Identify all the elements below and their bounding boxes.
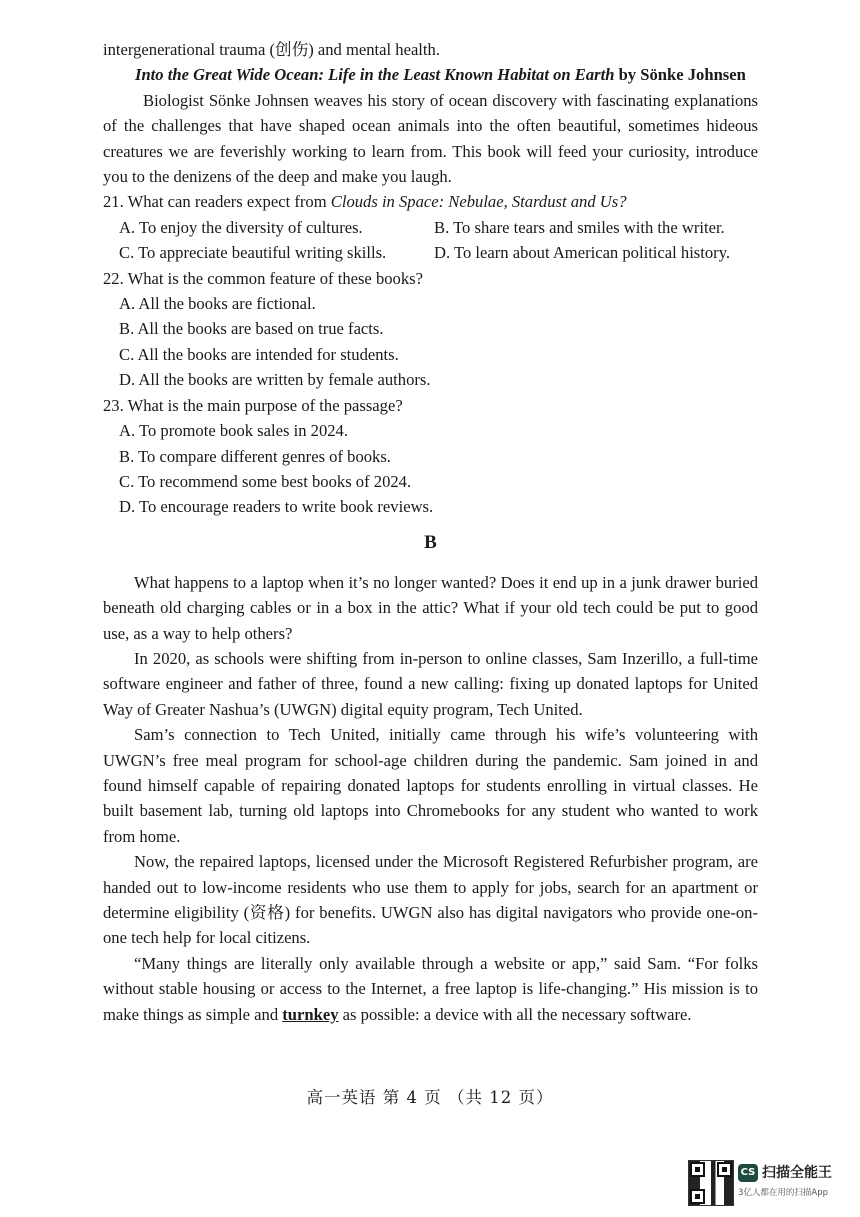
paragraph: Now, the repaired laptops, licensed under the Microsoft Registered Refurbisher program, are handed out to low-income residents who use them to apply for jobs, search for an apartment or determine eligibility (资格) for benefits. UWGN also has digital navigators who provide one-on-one tech help for local citizens. bbox=[103, 852, 758, 948]
question-stem: 22. What is the common feature of these books? bbox=[103, 268, 423, 288]
book-title: Into the Great Wide Ocean: Life in the Least Known Habitat on Earth bbox=[135, 65, 615, 85]
option-a: A. To enjoy the diversity of cultures. bbox=[119, 217, 363, 237]
question-stem: 23. What is the main purpose of the passage? bbox=[103, 395, 403, 415]
section-heading: B bbox=[424, 531, 437, 553]
question-22 bbox=[103, 266, 758, 393]
options-row bbox=[103, 240, 758, 265]
paragraph: What happens to a laptop when it’s no longer wanted? Does it end up in a junk drawer buried beneath old charging cables or in a box in the attic? What if your old tech could be put to good use, as a way to help others? bbox=[103, 572, 758, 643]
continued-line: intergenerational trauma (创伤) and mental health. bbox=[103, 40, 440, 59]
option-c: C. All the books are intended for students. bbox=[119, 344, 399, 364]
book-description: Biologist Sönke Johnsen weaves his story of ocean discovery with fascinating explanations of the challenges that have shaped ocean animals into the often beautiful, sometimes hideous creatures we are feverishly working to learn from. This book will feed your curiosity, introduce you to the denizens of the deep and make you laugh. bbox=[103, 90, 758, 187]
watermark-name: 扫描全能王 bbox=[762, 1165, 832, 1181]
option-d: D. To learn about American political history. bbox=[434, 243, 731, 263]
question-stem: 21. What can readers expect from Clouds in Space: Nebulae, Stardust and Us? bbox=[103, 192, 627, 212]
book-heading bbox=[103, 62, 758, 87]
page-footer: 高一英语 第 4 页 （共 12 页） bbox=[306, 1088, 554, 1107]
passage-b bbox=[103, 570, 758, 1027]
page-content bbox=[103, 37, 758, 1027]
option-a: A. All the books are fictional. bbox=[119, 294, 316, 314]
option-b: B. To share tears and smiles with the writer. bbox=[434, 217, 725, 237]
paragraph: “Many things are literally only available through a website or app,” said Sam. “For folks without stable housing or access to the Internet, a free laptop is life-changing.” His mission is to make things as simple and turnkey as possible: a device with all the necessary software. bbox=[103, 953, 758, 1024]
camscanner-logo-icon: CS bbox=[738, 1164, 758, 1182]
question-23 bbox=[103, 393, 758, 520]
option-a: A. To promote book sales in 2024. bbox=[119, 421, 348, 441]
watermark-subtitle: 3亿人都在用的扫描App bbox=[738, 1188, 829, 1198]
scanner-watermark bbox=[688, 1160, 848, 1208]
options-row bbox=[103, 215, 758, 240]
option-c: C. To appreciate beautiful writing skills. bbox=[119, 243, 387, 263]
keyword-turnkey: turnkey bbox=[282, 1004, 339, 1024]
option-b: B. All the books are based on true facts. bbox=[119, 319, 384, 339]
qr-code-icon bbox=[688, 1160, 734, 1206]
option-b: B. To compare different genres of books. bbox=[119, 446, 391, 466]
paragraph: Sam’s connection to Tech United, initially came through his wife’s volunteering with UWGN’s free meal program for school-age children during the pandemic. Sam joined in and found himself capable of repairing donated laptops for students enrolling in virtual classes. He built basement lab, turning old laptops into Chromebooks for any student who wanted to work from home. bbox=[103, 725, 758, 846]
paragraph: In 2020, as schools were shifting from in-person to online classes, Sam Inzerillo, a full-time software engineer and father of three, found a new calling: fixing up donated laptops for United Way of Greater Nashua’s (UWGN) digital equity program, Tech United. bbox=[103, 648, 758, 719]
option-d: D. To encourage readers to write book reviews. bbox=[119, 497, 434, 517]
book-author: by Sönke Johnsen bbox=[618, 65, 746, 85]
question-21 bbox=[103, 189, 758, 265]
option-d: D. All the books are written by female authors. bbox=[119, 370, 431, 390]
option-c: C. To recommend some best books of 2024. bbox=[119, 471, 412, 491]
